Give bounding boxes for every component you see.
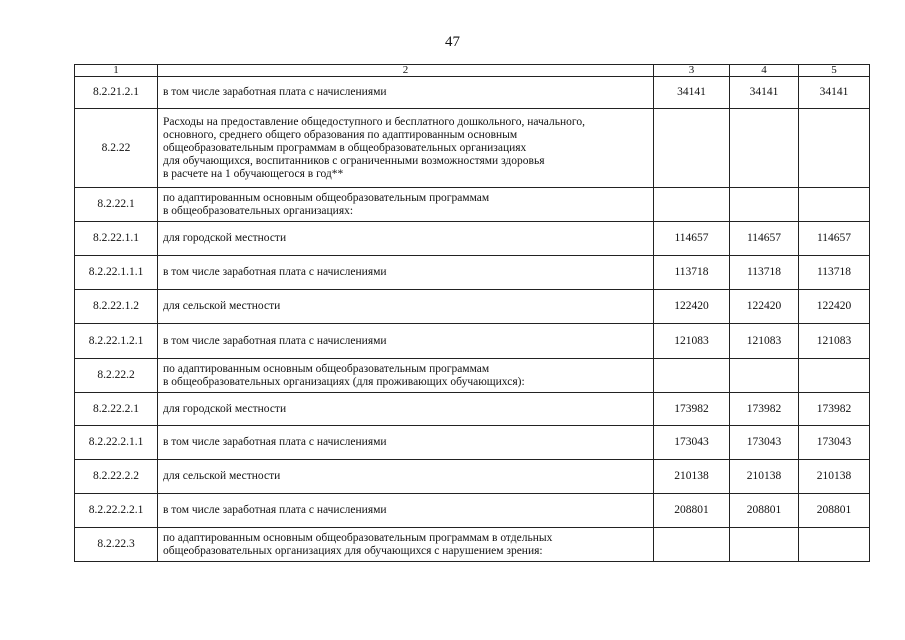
row-value-v3: 113718: [654, 256, 730, 290]
row-value-v3: 122420: [654, 290, 730, 324]
row-value-v4: 113718: [730, 256, 799, 290]
row-value-v4: [730, 109, 799, 188]
description-line: в том числе заработная плата с начислениями: [163, 334, 387, 347]
row-value-v5: 114657: [799, 222, 870, 256]
table-row: [75, 188, 870, 222]
description-line: для городской местности: [163, 232, 287, 244]
row-value-v4: [730, 359, 799, 393]
column-header: 5: [799, 65, 870, 77]
row-value-v4: 210138: [730, 460, 799, 494]
row-value-v4: 122420: [730, 290, 799, 324]
row-value-v4: 173043: [730, 426, 799, 460]
row-description: [158, 256, 654, 290]
row-value-v3: [654, 359, 730, 393]
description-line: общеобразовательных организациях для обучающихся с нарушением зрения:: [163, 544, 543, 557]
table-row: [75, 222, 870, 256]
column-header: 3: [654, 65, 730, 77]
description-line: по адаптированным основным общеобразовательным программам в отдельных: [163, 531, 553, 544]
row-value-v3: 210138: [654, 460, 730, 494]
row-description: [158, 188, 654, 222]
description-line: в общеобразовательных организациях (для проживающих обучающихся):: [163, 375, 525, 388]
row-code: 8.2.22.1.1.1: [75, 256, 158, 290]
row-value-v5: [799, 528, 870, 562]
page-number: 47: [445, 34, 460, 50]
table-row: [75, 77, 870, 109]
table-row: [75, 109, 870, 188]
description-line: для сельской местности: [163, 470, 281, 482]
row-code: 8.2.22.1: [75, 188, 158, 222]
row-description: [158, 494, 654, 528]
row-description: [158, 460, 654, 494]
row-value-v5: 34141: [799, 77, 870, 109]
row-description: [158, 359, 654, 393]
row-value-v3: 173043: [654, 426, 730, 460]
row-value-v3: [654, 528, 730, 562]
description-line: для сельской местности: [163, 300, 281, 312]
row-code: 8.2.22.2.1: [75, 393, 158, 426]
row-value-v5: 113718: [799, 256, 870, 290]
row-value-v3: [654, 188, 730, 222]
row-description: [158, 290, 654, 324]
row-value-v4: 114657: [730, 222, 799, 256]
row-value-v4: 34141: [730, 77, 799, 109]
data-table: [74, 64, 870, 562]
row-value-v5: 173043: [799, 426, 870, 460]
row-code: 8.2.22.2: [75, 359, 158, 393]
row-value-v5: [799, 359, 870, 393]
row-value-v5: 122420: [799, 290, 870, 324]
table-row: [75, 256, 870, 290]
table-row: [75, 324, 870, 359]
table-body: [75, 77, 870, 562]
description-line: в общеобразовательных организациях:: [163, 204, 354, 217]
row-code: 8.2.22.1.1: [75, 222, 158, 256]
description-line: в том числе заработная плата с начислениями: [163, 504, 387, 516]
description-line: в том числе заработная плата с начислениями: [163, 266, 387, 278]
row-description: [158, 109, 654, 188]
row-description: [158, 426, 654, 460]
description-line: в том числе заработная плата с начислениями: [163, 86, 387, 98]
row-value-v4: 173982: [730, 393, 799, 426]
description-line: по адаптированным основным общеобразовательным программам: [163, 362, 490, 375]
row-value-v3: [654, 109, 730, 188]
table-row: [75, 426, 870, 460]
row-description: [158, 528, 654, 562]
column-header: 2: [158, 65, 654, 77]
row-value-v5: [799, 109, 870, 188]
description-line: основного, среднего общего образования по адаптированным основным: [163, 128, 518, 141]
row-value-v3: 208801: [654, 494, 730, 528]
description-line: в расчете на 1 обучающегося в год**: [163, 167, 344, 180]
row-value-v3: 114657: [654, 222, 730, 256]
column-header: 1: [75, 65, 158, 77]
row-value-v5: 121083: [799, 324, 870, 359]
table-row: [75, 393, 870, 426]
row-code: 8.2.22.3: [75, 528, 158, 562]
row-value-v4: 121083: [730, 324, 799, 359]
row-description: [158, 222, 654, 256]
row-code: 8.2.22.2.1.1: [75, 426, 158, 460]
row-value-v3: 121083: [654, 324, 730, 359]
row-value-v3: 173982: [654, 393, 730, 426]
row-value-v4: [730, 528, 799, 562]
row-value-v5: 208801: [799, 494, 870, 528]
row-code: 8.2.22.2.2.1: [75, 494, 158, 528]
row-description: [158, 77, 654, 109]
row-description: [158, 393, 654, 426]
description-line: в том числе заработная плата с начислениями: [163, 436, 387, 448]
description-line: для городской местности: [163, 402, 287, 415]
row-code: 8.2.22.1.2.1: [75, 324, 158, 359]
table-header-row: [75, 65, 870, 77]
row-value-v5: 210138: [799, 460, 870, 494]
table-row: [75, 359, 870, 393]
row-value-v3: 34141: [654, 77, 730, 109]
description-line: Расходы на предоставление общедоступного и бесплатного дошкольного, начального,: [163, 115, 585, 128]
description-line: по адаптированным основным общеобразовательным программам: [163, 191, 490, 204]
table-row: [75, 494, 870, 528]
column-header: 4: [730, 65, 799, 77]
row-code: 8.2.22.2.2: [75, 460, 158, 494]
row-description: [158, 324, 654, 359]
description-line: общеобразовательным программам в общеобразовательных организациях: [163, 141, 527, 154]
row-code: 8.2.21.2.1: [75, 77, 158, 109]
row-code: 8.2.22: [75, 109, 158, 188]
table-row: [75, 528, 870, 562]
table-row: [75, 460, 870, 494]
row-value-v5: [799, 188, 870, 222]
row-value-v4: 208801: [730, 494, 799, 528]
table-row: [75, 290, 870, 324]
description-line: для обучающихся, воспитанников с ограниченными возможностями здоровья: [163, 154, 545, 167]
row-value-v5: 173982: [799, 393, 870, 426]
row-code: 8.2.22.1.2: [75, 290, 158, 324]
row-value-v4: [730, 188, 799, 222]
